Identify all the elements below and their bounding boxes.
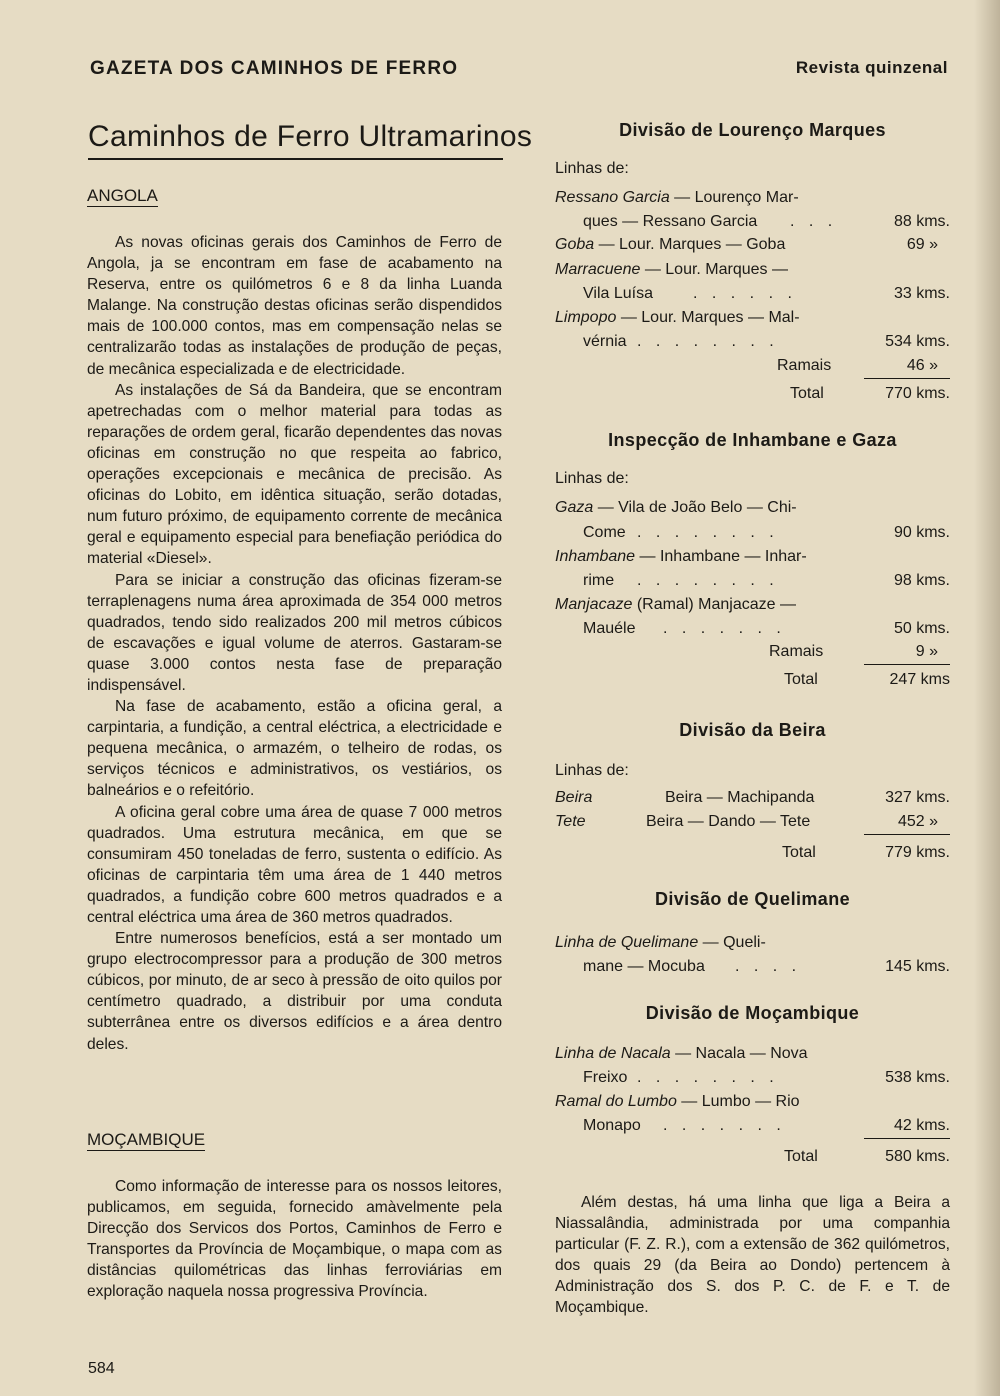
- table-row: Beira Beira — Machipanda 327 kms.: [555, 789, 950, 806]
- division-title-beira: Divisão da Beira: [679, 720, 826, 740]
- running-header-title: GAZETA DOS CAMINHOS DE FERRO: [90, 58, 459, 79]
- table-row: Come . . . . . . . . 90 kms.: [583, 524, 950, 541]
- division-title-mocambique: Divisão de Moçambique: [645, 1003, 860, 1023]
- angola-text: [87, 232, 502, 1055]
- table-row-total: Total 580 kms.: [784, 1148, 950, 1165]
- page-edge-shadow: [974, 0, 1000, 1396]
- article-title: Caminhos de Ferro Ultramarinos: [88, 120, 533, 153]
- mocambique-text: [87, 1176, 502, 1303]
- table-row: Linha de Nacala — Nacala — Nova: [555, 1045, 808, 1062]
- table-row: Mauéle . . . . . . . 50 kms.: [583, 620, 950, 637]
- lines-label: Linhas de:: [555, 160, 629, 177]
- table-row: Inhambane — Inhambane — Inhar-: [555, 548, 807, 565]
- table-row: Manjacaze (Ramal) Manjacaze —: [555, 596, 796, 613]
- table-row: mane — Mocuba . . . . 145 kms.: [583, 958, 950, 975]
- section-heading-mocambique: MOÇAMBIQUE: [87, 1130, 206, 1149]
- running-header-subtitle: Revista quinzenal: [795, 58, 948, 77]
- lines-label: Linhas de:: [555, 762, 629, 779]
- table-row: Freixo . . . . . . . . 538 kms.: [583, 1069, 950, 1086]
- paragraph: Para se iniciar a construção das oficinas fizeram-se terraplenagens numa área aproximada de 354 000 metros quadrados, tendo sido realizados 200 mil metros cúbicos de escavações e igual volume de aterros. Gastaram-se quase 3.000 contos nesta fase de preparação indispensável.: [87, 571, 502, 694]
- sum-rule: [864, 834, 950, 835]
- table-row: Monapo . . . . . . . 42 kms.: [583, 1117, 950, 1134]
- section-heading-angola: ANGOLA: [87, 186, 158, 205]
- table-row-total: Total 247 kms: [784, 671, 950, 688]
- title-underline: [88, 158, 503, 160]
- table-row-ramais: Ramais 9 »: [769, 643, 938, 660]
- paragraph: As novas oficinas gerais dos Caminhos de Ferro de Angola, ja se encontram em fase de acabamento na Reserva, entre os quilómetros 6 e 8 da linha Luanda Malange. Na construção destas oficinas serão dispendidos mais de 100.000 contos, mas em compensação nelas se centralizarão todas as instalações de produção de peças, de mecânica especializada e de electricidade.: [87, 234, 502, 378]
- division-title-quelimane: Divisão de Quelimane: [654, 889, 851, 909]
- table-row: Linha de Quelimane — Queli-: [555, 934, 766, 951]
- sum-rule: [864, 378, 950, 379]
- table-row-total: Total 770 kms.: [790, 385, 950, 402]
- division-title-lourenco-marques: Divisão de Lourenço Marques: [619, 120, 886, 140]
- table-row: Marracuene — Lour. Marques —: [555, 261, 788, 278]
- paragraph: Entre numerosos benefícios, está a ser montado um grupo electrocompressor para a produção de 300 metros cúbicos, por minuto, de ar seco à pressão de oito quilos por centímetro quadrado, a distribuir por uma conduta subterrânea entre os diversos edifícios e a área dentro deles.: [87, 930, 502, 1053]
- paragraph: Como informação de interesse para os nossos leitores, publicamos, em seguida, fornecido amàvelmente pela Direcção dos Servicos dos Portos, Caminhos de Ferro e Transportes da Província de Moçambique, o mapa com as distâncias quilométricas das linhas ferroviárias em exploração naquela nossa progressiva Província.: [87, 1178, 502, 1301]
- table-row-ramais: Ramais 46 »: [777, 357, 938, 374]
- sum-rule: [864, 1138, 950, 1139]
- paragraph: A oficina geral cobre uma área de quase 7 000 metros quadrados. Uma estrutura mecânica, em que se consumiram 450 toneladas de ferro, sustenta o edifício. As oficinas de carpintaria têm uma área de 1 440 metros quadrados, a fundição cobre 600 metros quadrados e a central eléctrica uma área de 360 metros quadrados.: [87, 803, 502, 926]
- table-row: Ramal do Lumbo — Lumbo — Rio: [555, 1093, 800, 1110]
- table-row-total: Total 779 kms.: [782, 844, 950, 861]
- sum-rule: [864, 664, 950, 665]
- table-row: vérnia . . . . . . . . 534 kms.: [583, 333, 950, 350]
- table-row: Ressano Garcia — Lourenço Mar-: [555, 189, 799, 206]
- table-row: rime . . . . . . . . 98 kms.: [583, 572, 950, 589]
- paragraph: Na fase de acabamento, estão a oficina geral, a carpintaria, a fundição, a central eléctrica, a electricidade e pequena mecânica, o armazém, o telheiro de rodas, os serviços técnicos e administrativos, os vestiários, os balneários e o refeitório.: [87, 698, 502, 800]
- table-row: Tete Beira — Dando — Tete 452 »: [555, 813, 938, 830]
- table-row: Goba — Lour. Marques — Goba 69 »: [555, 236, 938, 253]
- lines-label: Linhas de:: [555, 470, 629, 487]
- paragraph: As instalações de Sá da Bandeira, que se encontram apetrechadas com o melhor material para todas as reparações de ordem geral, ficarão dependentes das novas oficinas em construção no que respeita ao fabrico, operações excepcionais e mecânica de precisão. As oficinas do Lobito, em idêntica situação, serão dotadas, num futuro próximo, de equipamento corrente de mecânica geral e equipamento especial para benefiação periódica do material «Diesel».: [87, 381, 502, 568]
- page-number: 584: [88, 1360, 115, 1377]
- division-title-inhambane-gaza: Inspecção de Inhambane e Gaza: [608, 430, 897, 450]
- table-row: Gaza — Vila de João Belo — Chi-: [555, 499, 797, 516]
- table-row: ques — Ressano Garcia . . . 88 kms.: [583, 213, 950, 230]
- table-row: Limpopo — Lour. Marques — Mal-: [555, 309, 800, 326]
- closing-paragraph: Além destas, há uma linha que liga a Beira a Niassalândia, administrada por uma companhia particular (F. Z. R.), com a extensão de 362 quilómetros, dos quais 29 (da Beira ao Dondo) pertencem à Administração dos S. dos P. C. de F. e T. de Moçambique.: [555, 1194, 950, 1317]
- table-row: Vila Luísa . . . . . . 33 kms.: [583, 285, 950, 302]
